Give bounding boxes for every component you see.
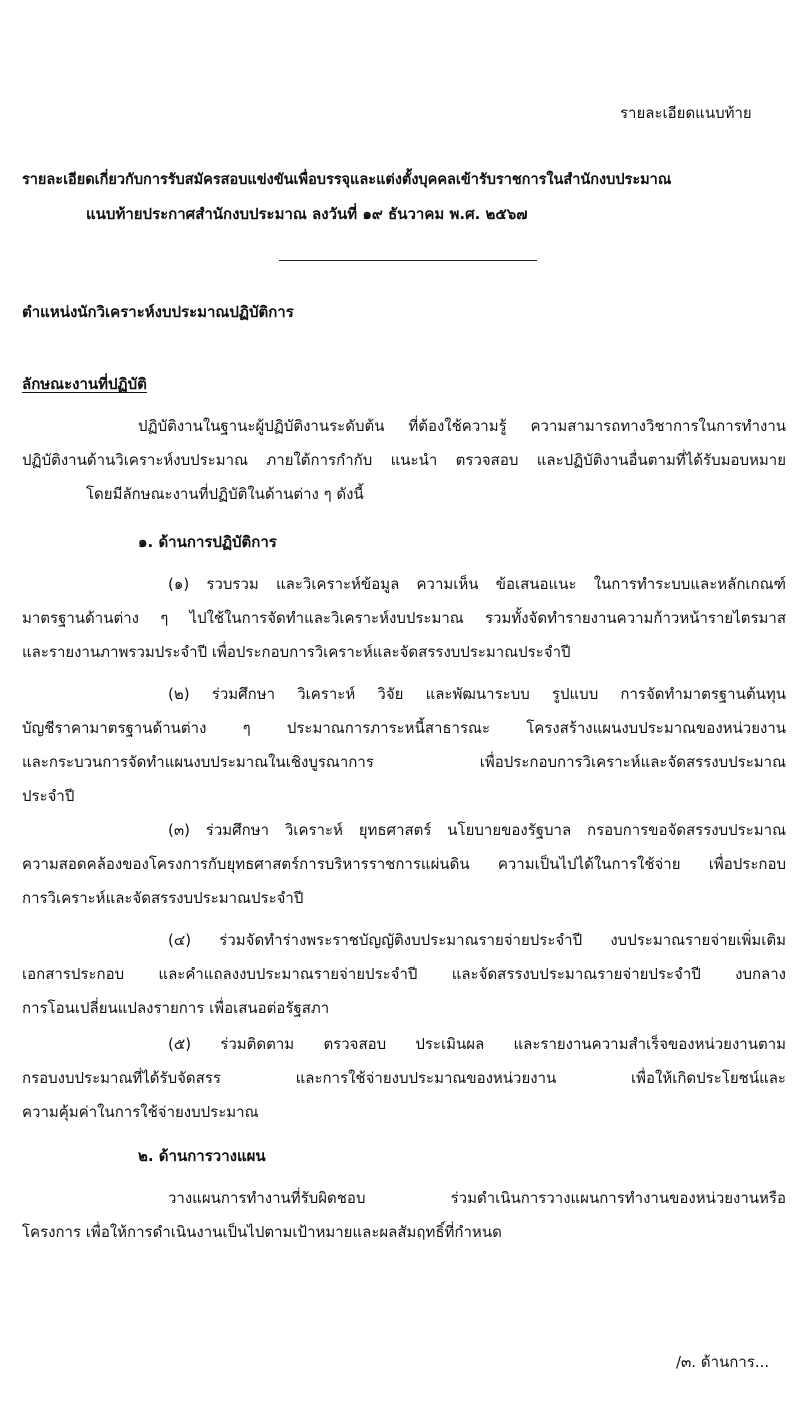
title-divider — [279, 260, 537, 261]
job-nature-line: โดยมีลักษณะงานที่ปฏิบัติในด้านต่าง ๆ ดังนี้ — [86, 485, 364, 503]
section1-item2-line: และกระบวนการจัดทำแผนงบประมาณในเชิงบูรณาการ เพื่อประกอบการวิเคราะห์และจัดสรรงบประมาณ — [22, 753, 786, 771]
section1-item4-line: การโอนเปลี่ยนแปลงรายการ เพื่อเสนอต่อรัฐสภา — [22, 999, 330, 1017]
section1-item2-line: บัญชีราคามาตรฐานด้านต่าง ๆ ประมาณการภาระหนี้สาธารณะ โครงสร้างแผนงบประมาณของหน่วยงาน — [22, 719, 786, 737]
section1-item5-line: (๕) ร่วมติดตาม ตรวจสอบ ประเมินผล และรายงานความสำเร็จของหน่วยงานตาม — [168, 1035, 786, 1053]
section1-item3-line: (๓) ร่วมศึกษา วิเคราะห์ ยุทธศาสตร์ นโยบายของรัฐบาล กรอบการขอจัดสรรงบประมาณ — [168, 821, 786, 839]
section1-item3-line: การวิเคราะห์และจัดสรรงบประมาณประจำปี — [22, 889, 304, 907]
job-nature-line: ปฏิบัติงานด้านวิเคราะห์งบประมาณ ภายใต้การกำกับ แนะนำ ตรวจสอบ และปฏิบัติงานอื่นตามที่ได้รับมอบหมาย — [22, 451, 786, 469]
job-nature-heading: ลักษณะงานที่ปฏิบัติ — [22, 375, 147, 393]
section2-line: วางแผนการทำงานที่รับผิดชอบ ร่วมดำเนินการวางแผนการทำงานของหน่วยงานหรือ — [168, 1189, 786, 1207]
section1-item5-line: กรอบงบประมาณที่ได้รับจัดสรร และการใช้จ่ายงบประมาณของหน่วยงาน เพื่อให้เกิดประโยชน์และ — [22, 1069, 786, 1087]
attachment-label: รายละเอียดแนบท้าย — [620, 104, 752, 122]
section1-item3-line: ความสอดคล้องของโครงการกับยุทธศาสตร์การบริหารราชการแผ่นดิน ความเป็นไปได้ในการใช้จ่าย เพื่อประกอบ — [22, 855, 786, 873]
section2-line: โครงการ เพื่อให้การดำเนินงานเป็นไปตามเป้าหมายและผลสัมฤทธิ์ที่กำหนด — [22, 1223, 502, 1241]
continuation-marker: /๓. ด้านการ... — [676, 1353, 770, 1371]
section1-item1-line: และรายงานภาพรวมประจำปี เพื่อประกอบการวิเคราะห์และจัดสรรงบประมาณประจำปี — [22, 643, 571, 661]
section1-item1-line: มาตรฐานด้านต่าง ๆ ไปใช้ในการจัดทำและวิเคราะห์งบประมาณ รวมทั้งจัดทำรายงานความก้าวหน้ารายไตรมาส — [22, 609, 786, 627]
position-title: ตำแหน่งนักวิเคราะห์งบประมาณปฏิบัติการ — [22, 303, 294, 321]
section1-item5-line: ความคุ้มค่าในการใช้จ่ายงบประมาณ — [22, 1103, 259, 1121]
section1-item4-line: เอกสารประกอบ และคำแถลงงบประมาณรายจ่ายประจำปี และจัดสรรงบประมาณรายจ่ายประจำปี งบกลาง — [22, 965, 786, 983]
section1-item2-line: (๒) ร่วมศึกษา วิเคราะห์ วิจัย และพัฒนาระบบ รูปแบบ การจัดทำมาตรฐานต้นทุน — [168, 685, 786, 703]
document-title-line2: แนบท้ายประกาศสำนักงบประมาณ ลงวันที่ ๑๙ ธันวาคม พ.ศ. ๒๕๖๗ — [86, 205, 528, 223]
section1-item2-line: ประจำปี — [22, 787, 75, 805]
section1-item4-line: (๔) ร่วมจัดทำร่างพระราชบัญญัติงบประมาณรายจ่ายประจำปี งบประมาณรายจ่ายเพิ่มเติม — [168, 931, 786, 949]
section1-heading: ๑. ด้านการปฏิบัติการ — [138, 533, 277, 551]
section2-heading: ๒. ด้านการวางแผน — [138, 1147, 266, 1165]
section1-item1-line: (๑) รวบรวม และวิเคราะห์ข้อมูล ความเห็น ข้อเสนอแนะ ในการทำระบบและหลักเกณฑ์ — [168, 575, 786, 593]
document-title-line1: รายละเอียดเกี่ยวกับการรับสมัครสอบแข่งขันเพื่อบรรจุและแต่งตั้งบุคคลเข้ารับราชการในสำนักงบประมาณ — [22, 172, 672, 188]
job-nature-line: ปฏิบัติงานในฐานะผู้ปฏิบัติงานระดับต้น ที่ต้องใช้ความรู้ ความสามารถทางวิชาการในการทำงาน — [138, 417, 786, 435]
